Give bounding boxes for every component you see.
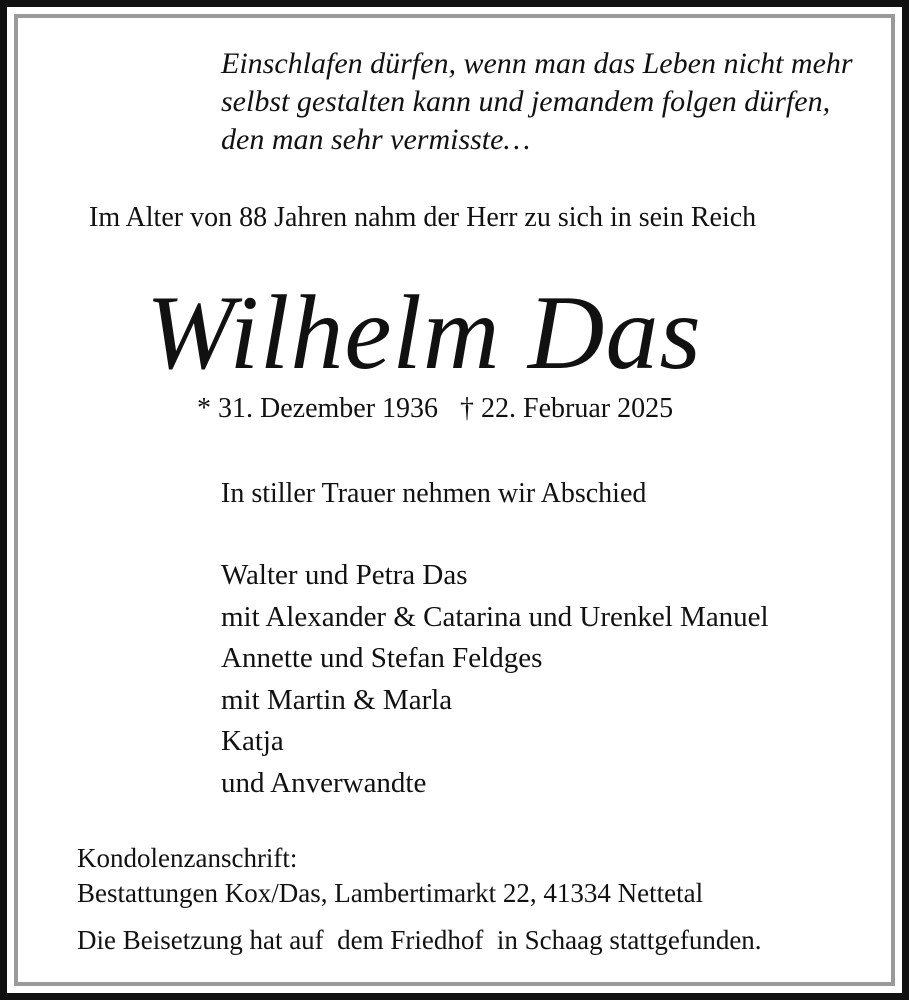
family-line: Annette und Stefan Feldges: [221, 642, 543, 674]
quote-line: Einschlafen dürfen, wenn man das Leben nicht mehr: [221, 47, 853, 80]
family-line: mit Martin & Marla: [221, 683, 453, 716]
quote-line: den man sehr vermisste…: [221, 123, 531, 156]
condolence-address: [77, 841, 703, 911]
family-line: Walter und Petra Das: [221, 559, 468, 591]
birth-date: * 31. Dezember 1936: [197, 393, 439, 424]
death-date: † 22. Februar 2025: [460, 393, 674, 424]
life-dates: [197, 393, 673, 425]
deceased-name: Wilhelm Das: [146, 274, 702, 391]
mourning-text: In stiller Trauer nehmen wir Abschied: [221, 478, 647, 509]
condolence-address-line: Bestattungen Kox/Das, Lambertimarkt 22, 41334 Nettetal: [77, 878, 704, 908]
family-line: mit Alexander & Catarina und Urenkel Manuel: [221, 600, 769, 633]
condolence-label: Kondolenzanschrift:: [77, 843, 298, 873]
quote-line: selbst gestalten kann und jemandem folgen dürfen,: [221, 85, 831, 118]
funeral-note: [77, 925, 762, 956]
family-line: Katja: [221, 725, 284, 757]
memorial-quote: [221, 45, 853, 159]
family-line: und Anverwandte: [221, 766, 427, 799]
intro-text: Im Alter von 88 Jahren nahm der Herr zu sich in sein Reich: [89, 202, 757, 233]
funeral-note-text: Die Beisetzung hat auf dem Friedhof in Schaag stattgefunden.: [77, 925, 762, 955]
family-list: [221, 555, 769, 804]
